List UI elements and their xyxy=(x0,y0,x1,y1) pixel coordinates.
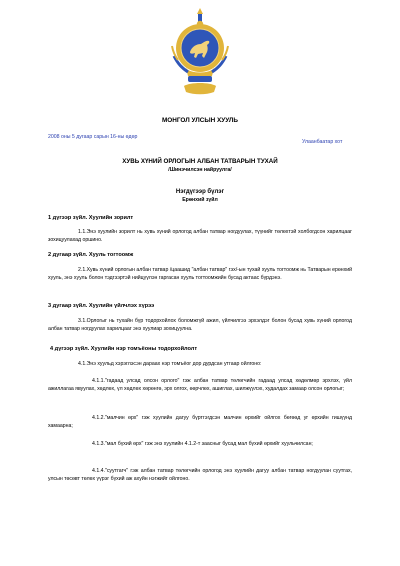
article-heading: 1 дүгээр зүйл. Хуулийн зорилт xyxy=(48,215,134,221)
law-date: 2008 оны 5 дугаар сарын 16-ны өдөр xyxy=(48,134,138,140)
paragraph-text: 4.1.1."гадаад улсад олсон орлого" гэж албан татвар төлөгчийн гадаад улсад хөдөлмөр эрхлэх, үйл ажиллагаа явуулах, хөдлөх, үл хөдлөх хөрөнгө, эрх олгох, өөрчлөх, ашиглах, шилжүүлэх, худалдах замаар олсон орлогыг; xyxy=(48,378,352,393)
paragraph-text: 4.1.3."мал бүхий өрх" гэж энэ хуулийн 4.1.2-т заасныг бусад мал бүхий өрхийг хуульчилсан; xyxy=(92,441,313,447)
law-title: ХУВЬ ХҮНИЙ ОРЛОГЫН АЛБАН ТАТВАРЫН ТУХАЙ xyxy=(122,158,278,165)
article-paragraph xyxy=(48,266,352,283)
article-heading: 4 дүгээр зүйл. Хуулийн нэр томъёоны тодорхойлолт xyxy=(50,346,198,352)
city-name: Улаанбаатар хот xyxy=(302,139,343,145)
article-heading: 2 дугаар зүйл. Хууль тогтоомж xyxy=(48,252,134,258)
chapter-title: Нэгдүгээр бүлэг xyxy=(175,189,225,195)
paragraph-text: 3.1.Орлогыг нь тухайн бүр тодорхойлох боломжгүй ажил, үйлчилгээ эрхэлдэг болон бусад хувь хүний орлогод албан татвар ногдуулах харилцааг энэ хуулиар зохицуулна. xyxy=(48,318,352,333)
paragraph-text: 2.1.Хувь хүний орлогын албан татвар /цаашид "албан татвар" гэх/-ын тухай хууль тогтоомж нь Татварын ерөнхий хууль, энэ хууль болон тэдгээртэй нийцүүлэн гаргасан хууль тогтоомжийн бусад актаас бүрдэнэ. xyxy=(48,267,352,282)
country-law-heading: МОНГОЛ УЛСЫН ХУУЛЬ xyxy=(161,117,239,124)
article-paragraph xyxy=(48,377,352,394)
article-paragraph xyxy=(48,360,352,368)
state-emblem-icon xyxy=(168,6,232,102)
paragraph-text: 4.1.2."малчин өрх" гэж хуулийн дагуу бүртгэгдсэн малчин өрхийг ойлгох бөгөөд уг өрхийн гишүүнд хамаарна; xyxy=(48,415,352,430)
article-paragraph xyxy=(48,440,352,448)
article-paragraph xyxy=(48,317,352,334)
article-paragraph xyxy=(48,414,352,431)
paragraph-text: 1.1.Энэ хуулийн зорилт нь хувь хүний орлогод албан татвар ногдуулах, түүнийг төлөхтэй холбогдсон харилцааг зохицуулахад оршино. xyxy=(48,229,352,244)
chapter-name: Ерөнхий зүйл xyxy=(182,197,218,203)
article-heading: 3 дугаар зүйл. Хуулийн үйлчлэх хүрээ xyxy=(48,303,155,309)
paragraph-text: 4.1.4."суутгагч" гэж албан татвар төлөгчийн орлогод энэ хуулийн дагуу албан татвар ногдуулан суутгах, улсын төсөвт төлөх үүрэг бүхий аж ахуйн нэгжийг ойлгоно. xyxy=(48,468,352,483)
article-paragraph xyxy=(48,467,352,484)
paragraph-text: 4.1.Энэ хуульд хэрэглэсэн дараах нэр томъёог дор дурдсан утгаар ойлгоно: xyxy=(78,361,262,367)
law-subtitle: /Шинэчилсэн найруулга/ xyxy=(168,167,232,173)
article-paragraph xyxy=(48,228,352,245)
